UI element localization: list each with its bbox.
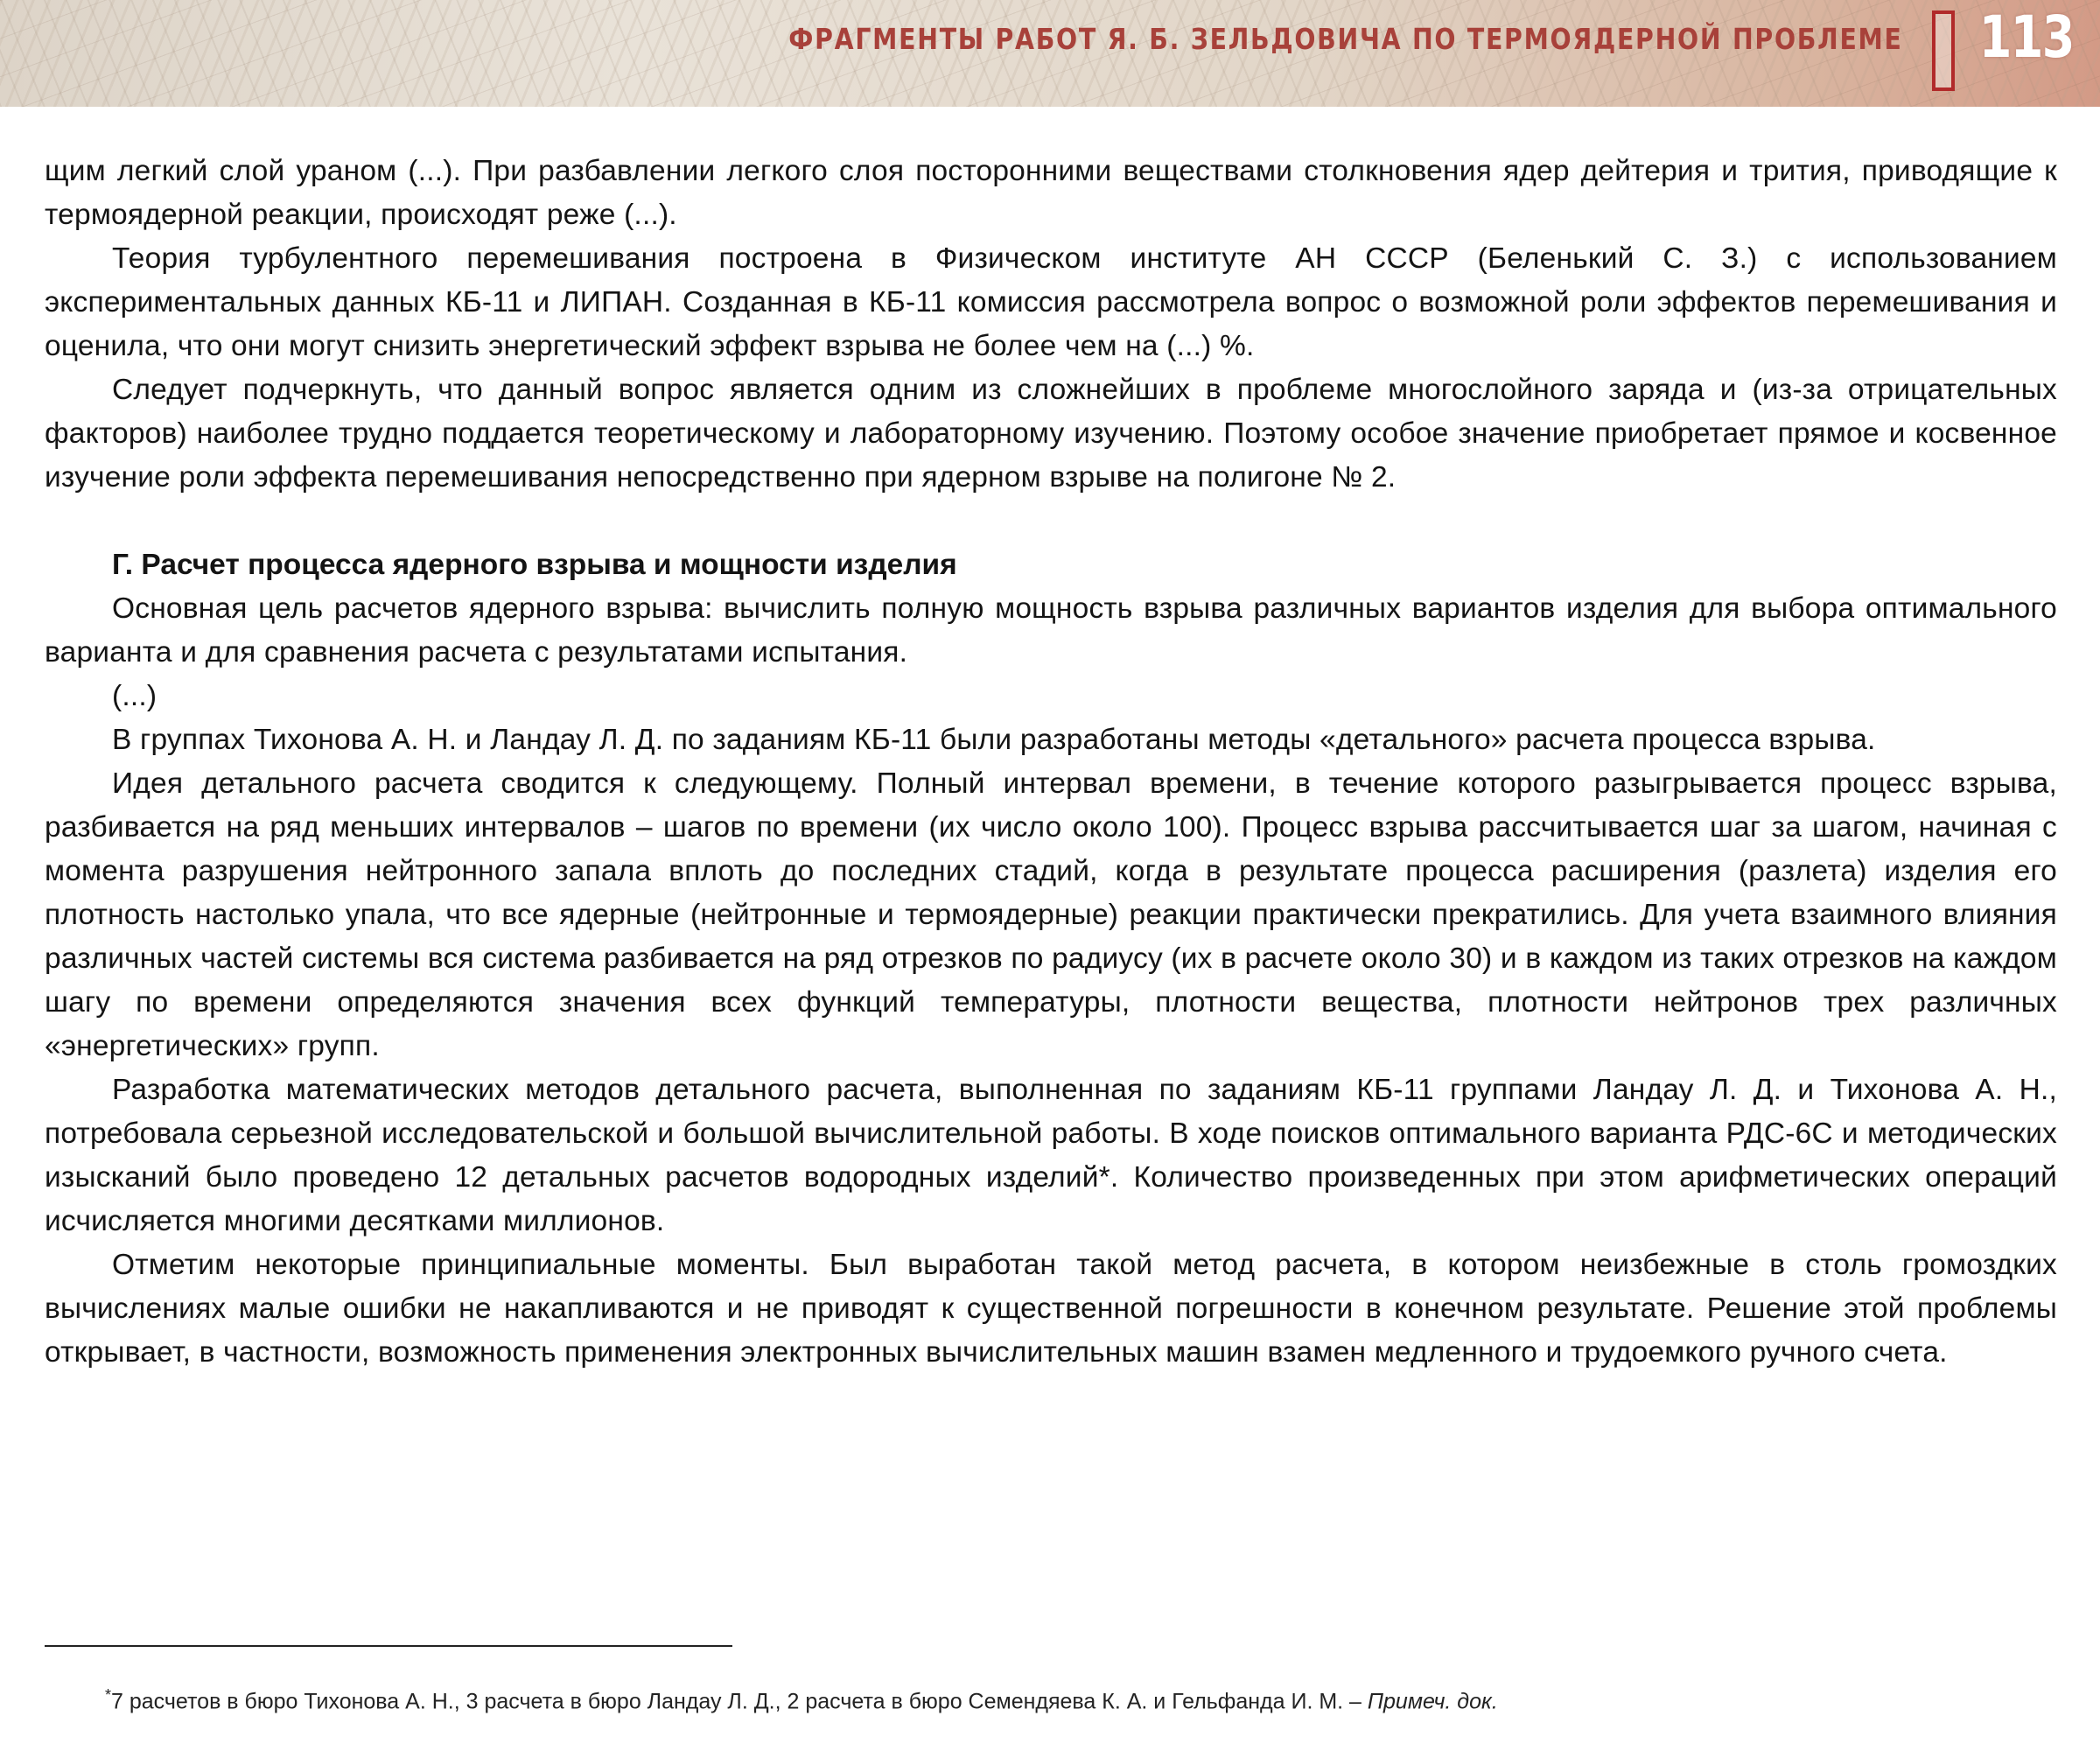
header-accent-bar [1932,11,1955,91]
footnote-text: 7 расчетов в бюро Тихонова А. Н., 3 расчета в бюро Ландау Л. Д., 2 расчета в бюро Семендяева К. А. и Гельфанда И. М. – [111,1689,1368,1714]
footnote-note: Примеч. док. [1367,1689,1498,1714]
page-body [45,150,2057,1375]
section-heading: Г. Расчет процесса ядерного взрыва и мощности изделия [112,549,957,581]
paragraph: Основная цель расчетов ядерного взрыва: вычислить полную мощность взрыва различных вариантов изделия для выбора оптимального варианта и для сравнения расчета с результатами испытания. [45,592,2057,669]
footnote-divider [45,1645,732,1647]
page-number: 113 [1978,4,2074,71]
running-title: ФРАГМЕНТЫ РАБОТ Я. Б. ЗЕЛЬДОВИЧА ПО ТЕРМОЯДЕРНОЙ ПРОБЛЕМЕ [788,22,1903,56]
footnote [105,1680,2030,1716]
paragraph: Разработка математических методов детального расчета, выполненная по заданиям КБ-11 группами Ландау Л. Д. и Тихонова А. Н., потребовала серьезной исследовательской и большой вычислительной работы. В ходе поисков оптимального варианта РДС-6С и методических изысканий было проведено 12 детальных расчетов водородных изделий*. Количество произведенных при этом арифметических операций исчисляется многими десятками миллионов. [45,1074,2057,1237]
paragraph: Отметим некоторые принципиальные моменты. Был выработан такой метод расчета, в котором неизбежные в столь громоздких вычислениях малые ошибки не накапливаются и не приводят к существенной погрешности в конечном результате. Решение этой проблемы открывает, в частности, возможность применения электронных вычислительных машин взамен медленного и трудоемкого ручного счета. [45,1249,2057,1369]
footnote-mark: * [105,1686,112,1704]
paragraph-ellipsis: (...) [112,680,158,712]
paragraph: щим легкий слой ураном (...). При разбавлении легкого слоя посторонними веществами столкновения ядер дейтерия и трития, приводящие к термоядерной реакции, происходят реже (...). [45,155,2057,231]
paragraph: Следует подчеркнуть, что данный вопрос является одним из сложнейших в проблеме многослойного заряда и (из-за отрицательных факторов) наиболее трудно поддается теоретическому и лабораторному изучению. Поэтому особое значение приобретает прямое и косвенное изучение роли эффекта перемешивания непосредственно при ядерном взрыве на полигоне № 2. [45,374,2057,494]
paragraph: В группах Тихонова А. Н. и Ландау Л. Д. по заданиям КБ-11 были разработаны методы «детального» расчета процесса взрыва. [112,724,1876,756]
paragraph: Теория турбулентного перемешивания построена в Физическом институте АН СССР (Беленький С. З.) с использованием экспериментальных данных КБ-11 и ЛИПАН. Созданная в КБ-11 комиссия рассмотрела вопрос о возможной роли эффектов перемешивания и оценила, что они могут снизить энергетический эффект взрыва не более чем на (...) %. [45,242,2057,362]
paragraph: Идея детального расчета сводится к следующему. Полный интервал времени, в течение которого разыгрывается процесс взрыва, разбивается на ряд меньших интервалов – шагов по времени (их число около 100). Процесс взрыва рассчитывается шаг за шагом, начиная с момента разрушения нейтронного запала вплоть до последних стадий, когда в результате процесса расширения (разлета) изделия его плотность настолько упала, что все ядерные (нейтронные и термоядерные) реакции практически прекратились. Для учета взаимного влияния различных частей системы вся система разбивается на ряд отрезков по радиусу (их в расчете около 30) и в каждом из таких отрезков на каждом шагу по времени определяются значения всех функций температуры, плотности вещества, плотности нейтронов трех различных «энергетических» групп. [45,767,2057,1062]
page-header [0,0,2100,107]
